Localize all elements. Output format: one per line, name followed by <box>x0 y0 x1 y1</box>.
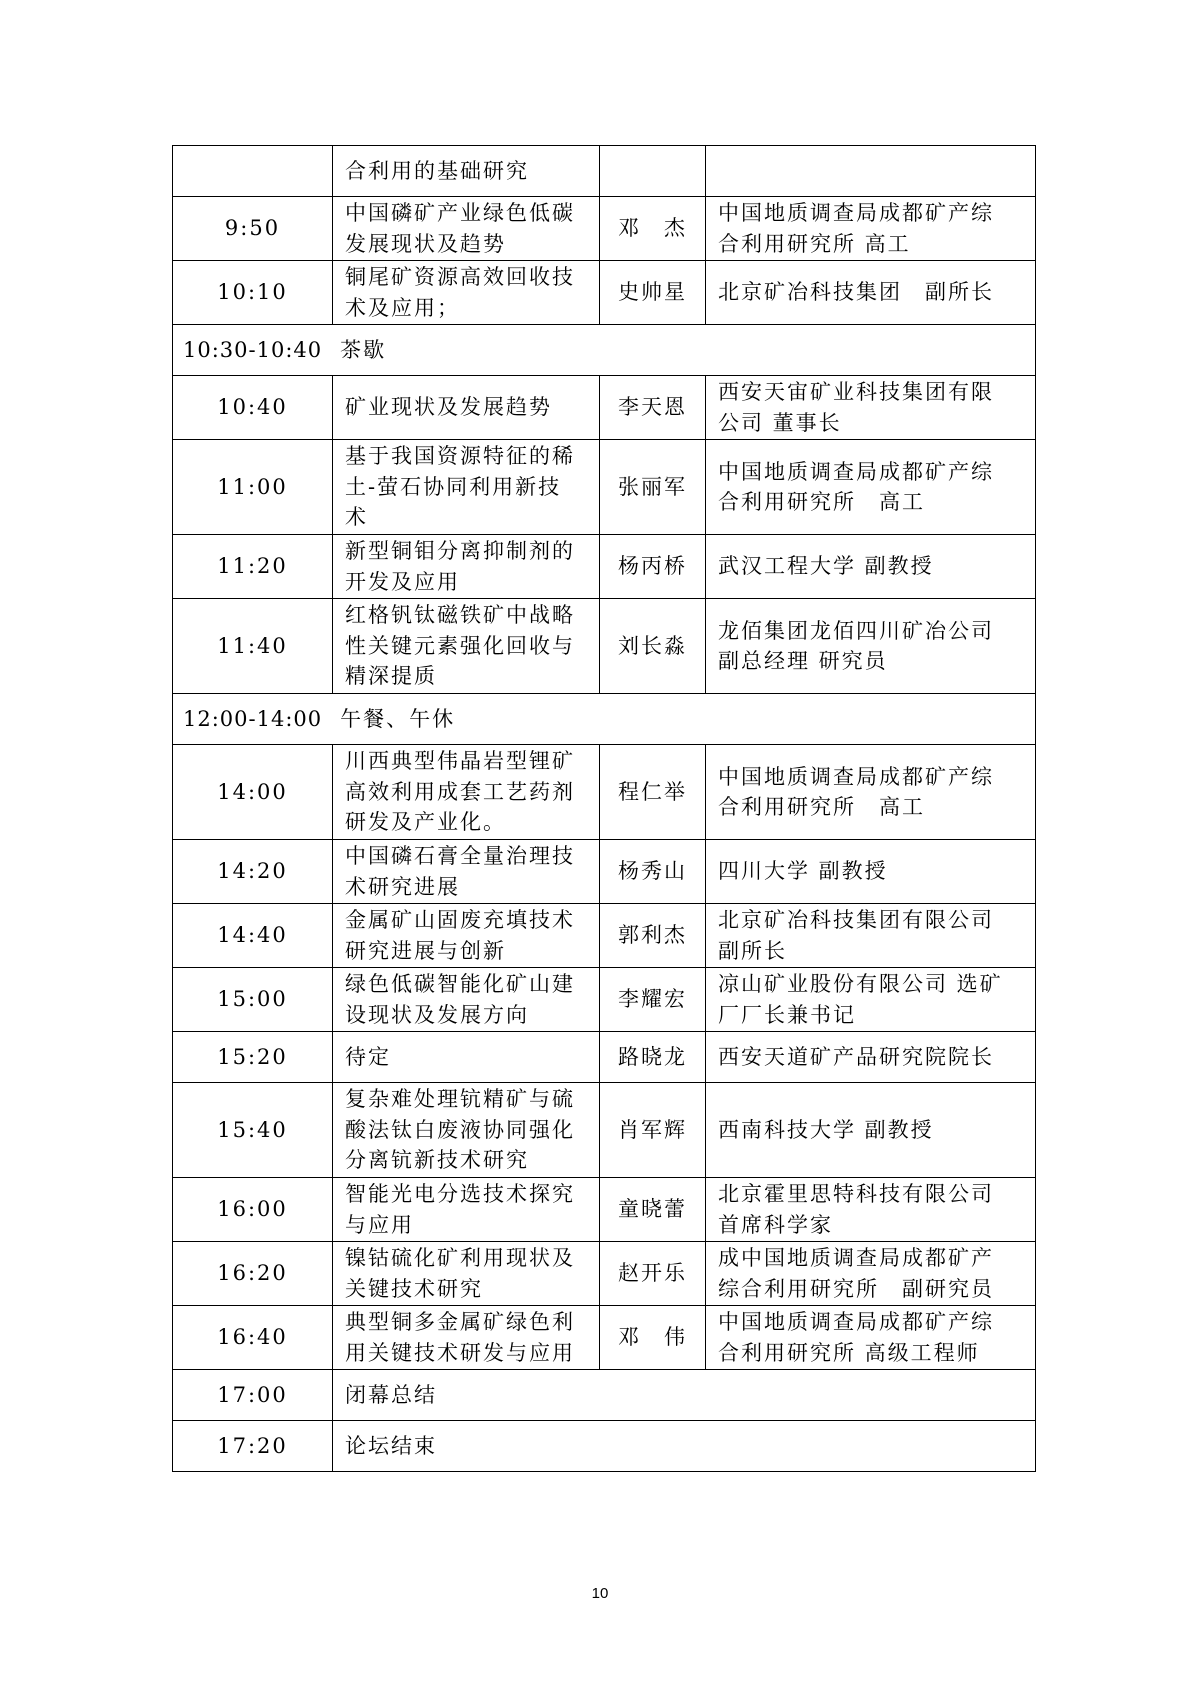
time-cell: 17:20 <box>173 1421 333 1472</box>
table-row <box>173 197 1036 261</box>
table-row <box>173 745 1036 840</box>
topic-cell: 待定 <box>333 1032 600 1083</box>
table-row <box>173 440 1036 535</box>
table-row <box>173 146 1036 197</box>
time-cell: 11:00 <box>173 440 333 535</box>
org-cell: 凉山矿业股份有限公司 选矿 厂厂长兼书记 <box>706 968 1036 1032</box>
speaker-cell: 杨秀山 <box>600 840 706 904</box>
org-cell: 武汉工程大学 副教授 <box>706 535 1036 599</box>
speaker-cell: 杨丙桥 <box>600 535 706 599</box>
break-cell <box>173 325 1036 376</box>
org-cell: 龙佰集团龙佰四川矿冶公司 副总经理 研究员 <box>706 599 1036 694</box>
time-cell <box>173 146 333 197</box>
time-cell: 10:10 <box>173 261 333 325</box>
time-cell: 9:50 <box>173 197 333 261</box>
break-cell <box>173 694 1036 745</box>
time-cell: 14:40 <box>173 904 333 968</box>
schedule-table <box>172 145 1036 1472</box>
break-time: 12:00-14:00 <box>183 706 323 731</box>
topic-cell: 川西典型伟晶岩型锂矿 高效利用成套工艺药剂 研发及产业化。 <box>333 745 600 840</box>
time-cell: 16:40 <box>173 1306 333 1370</box>
time-cell: 15:00 <box>173 968 333 1032</box>
speaker-cell: 童晓蕾 <box>600 1178 706 1242</box>
speaker-cell: 路晓龙 <box>600 1032 706 1083</box>
org-cell: 中国地质调查局成都矿产综 合利用研究所 高级工程师 <box>706 1306 1036 1370</box>
break-label: 午餐、午休 <box>340 706 456 731</box>
speaker-cell <box>600 146 706 197</box>
topic-cell: 智能光电分选技术探究 与应用 <box>333 1178 600 1242</box>
topic-cell: 中国磷矿产业绿色低碳 发展现状及趋势 <box>333 197 600 261</box>
time-cell: 15:40 <box>173 1083 333 1178</box>
speaker-cell: 赵开乐 <box>600 1242 706 1306</box>
org-cell: 北京矿冶科技集团 副所长 <box>706 261 1036 325</box>
speaker-cell: 邓 杰 <box>600 197 706 261</box>
topic-cell: 闭幕总结 <box>333 1370 1036 1421</box>
time-cell: 10:40 <box>173 376 333 440</box>
org-cell: 中国地质调查局成都矿产综 合利用研究所 高工 <box>706 197 1036 261</box>
table-row <box>173 376 1036 440</box>
speaker-cell: 张丽军 <box>600 440 706 535</box>
org-cell <box>706 146 1036 197</box>
time-cell: 17:00 <box>173 1370 333 1421</box>
table-row <box>173 904 1036 968</box>
table-row <box>173 968 1036 1032</box>
table-row <box>173 1242 1036 1306</box>
speaker-cell: 刘长淼 <box>600 599 706 694</box>
speaker-cell: 史帅星 <box>600 261 706 325</box>
topic-cell: 新型铜钼分离抑制剂的 开发及应用 <box>333 535 600 599</box>
speaker-cell: 郭利杰 <box>600 904 706 968</box>
table-row <box>173 1306 1036 1370</box>
table-row <box>173 1178 1036 1242</box>
table-row <box>173 599 1036 694</box>
table-row <box>173 1083 1036 1178</box>
topic-cell: 红格钒钛磁铁矿中战略 性关键元素强化回收与 精深提质 <box>333 599 600 694</box>
org-cell: 中国地质调查局成都矿产综 合利用研究所 高工 <box>706 745 1036 840</box>
org-cell: 西安天宙矿业科技集团有限 公司 董事长 <box>706 376 1036 440</box>
topic-cell: 矿业现状及发展趋势 <box>333 376 600 440</box>
topic-cell: 中国磷石膏全量治理技 术研究进展 <box>333 840 600 904</box>
topic-cell: 基于我国资源特征的稀 土-萤石协同利用新技 术 <box>333 440 600 535</box>
org-cell: 四川大学 副教授 <box>706 840 1036 904</box>
time-cell: 11:20 <box>173 535 333 599</box>
table-row <box>173 840 1036 904</box>
break-time: 10:30-10:40 <box>183 337 323 362</box>
speaker-cell: 李耀宏 <box>600 968 706 1032</box>
break-label: 茶歇 <box>340 337 387 362</box>
table-row <box>173 261 1036 325</box>
break-row <box>173 325 1036 376</box>
table-row <box>173 1370 1036 1421</box>
speaker-cell: 邓 伟 <box>600 1306 706 1370</box>
topic-cell: 金属矿山固废充填技术 研究进展与创新 <box>333 904 600 968</box>
org-cell: 西安天道矿产品研究院院长 <box>706 1032 1036 1083</box>
topic-cell: 镍钴硫化矿利用现状及 关键技术研究 <box>333 1242 600 1306</box>
topic-cell: 绿色低碳智能化矿山建 设现状及发展方向 <box>333 968 600 1032</box>
time-cell: 14:20 <box>173 840 333 904</box>
page-number: 10 <box>591 1585 609 1602</box>
speaker-cell: 肖军辉 <box>600 1083 706 1178</box>
table-row <box>173 535 1036 599</box>
table-row <box>173 1032 1036 1083</box>
time-cell: 16:20 <box>173 1242 333 1306</box>
org-cell: 成中国地质调查局成都矿产 综合利用研究所 副研究员 <box>706 1242 1036 1306</box>
time-cell: 11:40 <box>173 599 333 694</box>
time-cell: 16:00 <box>173 1178 333 1242</box>
topic-cell: 合利用的基础研究 <box>333 146 600 197</box>
topic-cell: 复杂难处理钪精矿与硫 酸法钛白废液协同强化 分离钪新技术研究 <box>333 1083 600 1178</box>
time-cell: 15:20 <box>173 1032 333 1083</box>
org-cell: 中国地质调查局成都矿产综 合利用研究所 高工 <box>706 440 1036 535</box>
table-row <box>173 1421 1036 1472</box>
topic-cell: 论坛结束 <box>333 1421 1036 1472</box>
speaker-cell: 程仁举 <box>600 745 706 840</box>
org-cell: 北京霍里思特科技有限公司 首席科学家 <box>706 1178 1036 1242</box>
org-cell: 北京矿冶科技集团有限公司 副所长 <box>706 904 1036 968</box>
break-row <box>173 694 1036 745</box>
time-cell: 14:00 <box>173 745 333 840</box>
speaker-cell: 李天恩 <box>600 376 706 440</box>
org-cell: 西南科技大学 副教授 <box>706 1083 1036 1178</box>
topic-cell: 铜尾矿资源高效回收技 术及应用； <box>333 261 600 325</box>
topic-cell: 典型铜多金属矿绿色利 用关键技术研发与应用 <box>333 1306 600 1370</box>
